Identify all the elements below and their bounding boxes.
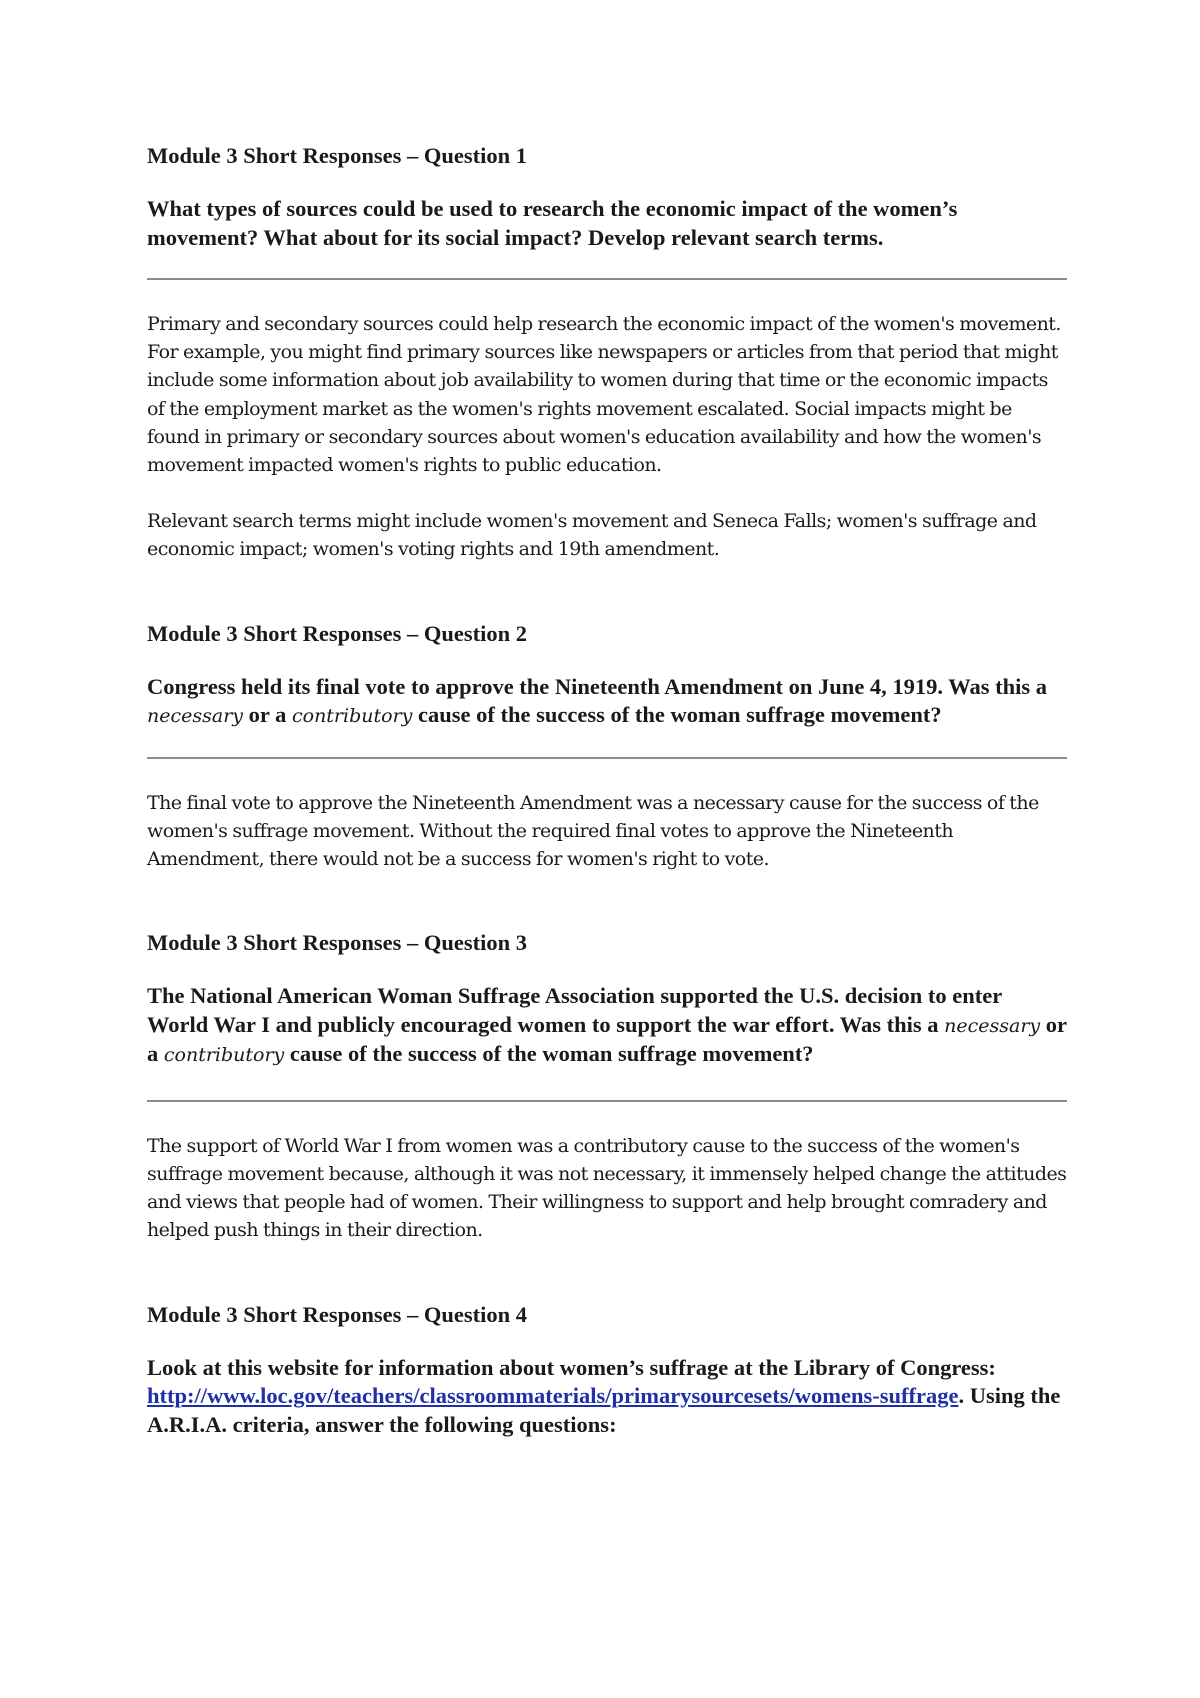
- question-1-title: Module 3 Short Responses – Question 1: [147, 143, 528, 168]
- question-1-answer-paragraph-2: Relevant search terms might include women's movement and Seneca Falls; women's suffrage and economic impact; women's voting rights and 19th amendment.: [147, 510, 1037, 561]
- emphasis-necessary: necessary: [944, 1014, 1041, 1037]
- divider: [147, 757, 1067, 759]
- divider: [147, 278, 1067, 280]
- question-1-answer-paragraph-1: Primary and secondary sources could help research the economic impact of the women's movement. For example, you might find primary sources like newspapers or articles from that period that might include some information about job availability to women during that time or the economic impacts of the employment market as the women's rights movement escalated. Social impacts might be found in primary or secondary sources about women's education availability and how the women's movement impacted women's rights to public education.: [147, 313, 1061, 477]
- divider: [147, 1100, 1067, 1102]
- question-3-answer-paragraph-1: The support of World War I from women was a contributory cause to the success of the women's suffrage movement because, although it was not necessary, it immensely helped change the attitudes and views that people had of women. Their willingness to support and help brought comradery and helped push things in their direction.: [147, 1134, 1067, 1242]
- loc-suffrage-link[interactable]: http://www.loc.gov/teachers/classroommaterials/primarysourcesets/womens-suffrage: [147, 1383, 959, 1409]
- question-4-prompt: Look at this website for information about women’s suffrage at the Library of Congress: http://www.loc.gov/teachers/classroommaterials/primarysourcesets/womens-suffrage. Using the A.R.I.A. criteria, answer the following questions:: [147, 1354, 1061, 1437]
- question-2-prompt: Congress held its final vote to approve the Nineteenth Amendment on June 4, 1919. Was this a necessary or a contributory cause of the success of the woman suffrage movement?: [147, 673, 1048, 728]
- emphasis-necessary: necessary: [147, 705, 244, 728]
- question-3-title: Module 3 Short Responses – Question 3: [147, 930, 528, 956]
- question-4-title: Module 3 Short Responses – Question 4: [147, 1301, 528, 1327]
- question-2-answer-paragraph-1: The final vote to approve the Nineteenth Amendment was a necessary cause for the success of the women's suffrage movement. Without the required final votes to approve the Nineteenth Amendment, there would not be a success for women's right to vote.: [147, 791, 1039, 871]
- emphasis-contributory: contributory: [163, 1044, 285, 1067]
- emphasis-contributory: contributory: [291, 705, 413, 728]
- question-1-prompt: What types of sources could be used to research the economic impact of the women’s movement? What about for its social impact? Develop relevant search terms.: [147, 196, 958, 250]
- question-2-title: Module 3 Short Responses – Question 2: [147, 620, 528, 646]
- question-3-prompt: The National American Woman Suffrage Association supported the U.S. decision to enter World War I and publicly encouraged women to support the war effort. Was this a necessary or a contributory cause of the success of the woman suffrage movement?: [147, 983, 1067, 1067]
- document-page: [147, 142, 1067, 1439]
